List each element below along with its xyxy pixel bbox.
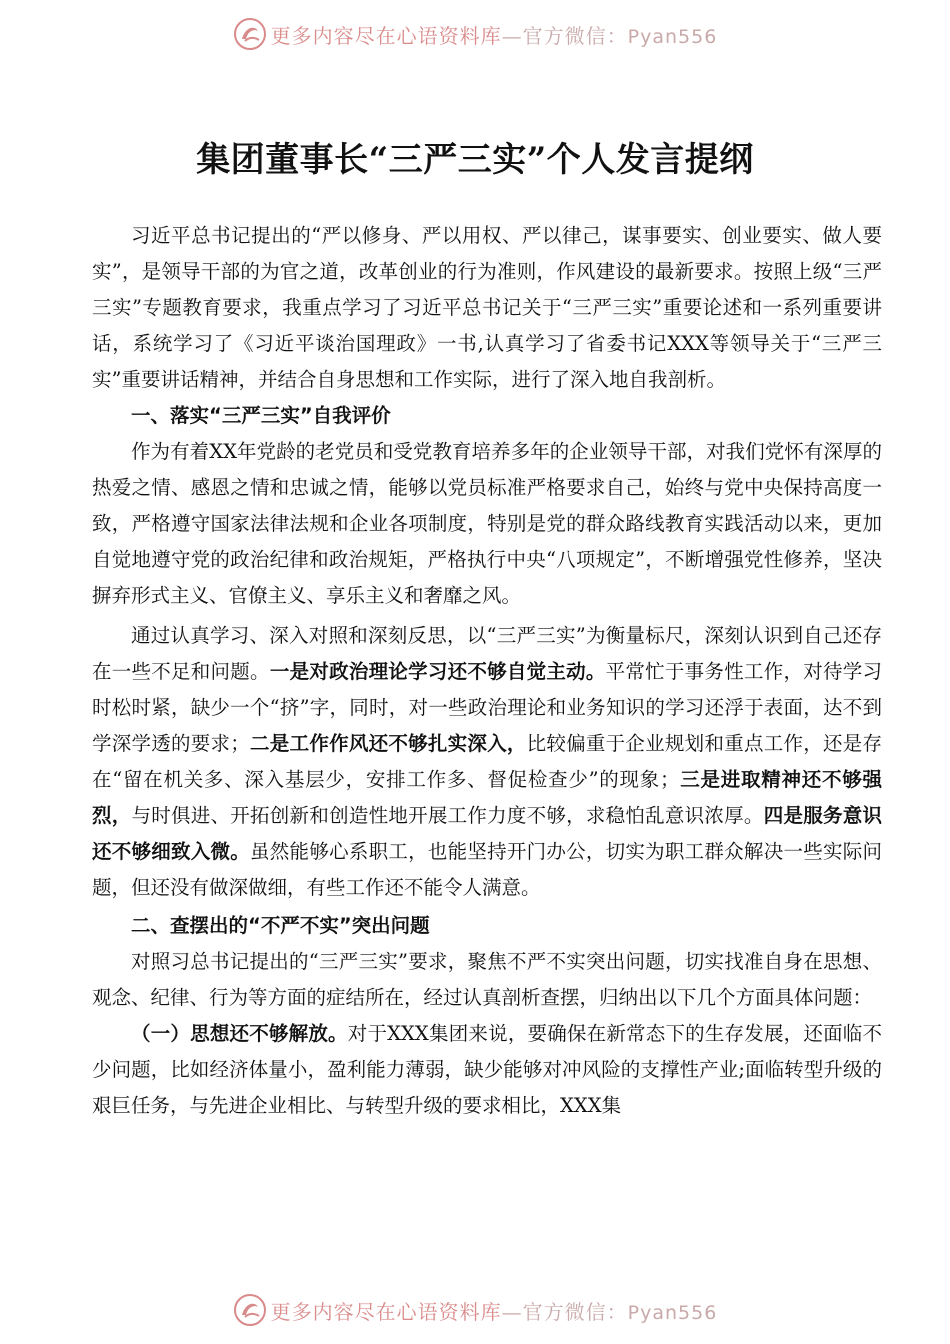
point-3-bold: 三是进取精神还不够强烈， <box>92 768 882 827</box>
document-body <box>92 218 882 1124</box>
point-4-bold: 四是服务意识还不够细致入微。 <box>92 804 882 863</box>
watermark-wechat-id: Pyan556 <box>627 1301 718 1324</box>
watermark-banner-top <box>0 14 950 54</box>
watermark-banner-bottom <box>0 1290 950 1330</box>
section1-paragraph-1: 作为有着XX年党龄的老党员和受党教育培养多年的企业领导干部，对我们党怀有深厚的热爱之情、感恩之情和忠诚之情，能够以党员标准严格要求自己，始终与党中央保持高度一致，严格遵守国家法律法规和企业各项制度，特别是党的群众路线教育实践活动以来，更加自觉地遵守党的政治纪律和政治规矩，严格执行中央“八项规定”，不断增强党性修养，坚决摒弃形式主义、官僚主义、享乐主义和奢靡之风。 <box>92 440 882 607</box>
page-title: 集团董事长“三严三实”个人发言提纲 <box>196 140 754 180</box>
point-2-bold: 二是工作作风还不够扎实深入， <box>249 732 527 755</box>
seal-logo-icon <box>233 17 267 51</box>
intro-paragraph: 习近平总书记提出的“严以修身、严以用权、严以律己，谋事要实、创业要实、做人要实”，是领导干部的为官之道，改革创业的行为准则，作风建设的最新要求。按照上级“三严三实”专题教育要求，我重点学习了习近平总书记关于“三严三实”重要论述和一系列重要讲话，系统学习了《习近平谈治国理政》一书,认真学习了省委书记XXX等领导关于“三严三实”重要讲话精神，并结合自身思想和工作实际，进行了深入地自我剖析。 <box>92 224 882 391</box>
seal-logo-icon <box>233 1293 267 1327</box>
section1-paragraph-2: 通过认真学习、深入对照和深刻反思，以“三严三实”为衡量标尺，深刻认识到自己还存在一些不足和问题。一是对政治理论学习还不够自觉主动。平常忙于事务性工作，对待学习时松时紧，缺少一个“挤”字，同时，对一些政治理论和业务知识的学习还浮于表面，达不到学深学透的要求；二是工作作风还不够扎实深入，比较偏重于企业规划和重点工作，还是存在“留在机关多、深入基层少，安排工作多、督促检查少”的现象；三是进取精神还不够强烈，与时俱进、开拓创新和创造性地开展工作力度不够，求稳怕乱意识浓厚。四是服务意识还不够细致入微。虽然能够心系职工，也能坚持开门办公，切实为职工群众解决一些实际问题，但还没有做深做细，有些工作还不能令人满意。 <box>92 624 882 899</box>
section2-paragraph-1: 对照习总书记提出的“三严三实”要求，聚焦不严不实突出问题，切实找准自身在思想、观念、纪律、行为等方面的症结所在，经过认真剖析查摆，归纳出以下几个方面具体问题： <box>92 950 882 1009</box>
section2-sub1-paragraph: （一）思想还不够解放。对于XXX集团来说，要确保在新常态下的生存发展，还面临不少问题，比如经济体量小，盈利能力薄弱，缺少能够对冲风险的支撑性产业;面临转型升级的艰巨任务，与先进企业相比、与转型升级的要求相比，XXX集 <box>92 1022 882 1117</box>
watermark-text: 更多内容尽在心语资料库—官方微信：Pyan556 <box>270 23 718 48</box>
point-1-bold: 一是对政治理论学习还不够自觉主动。 <box>269 660 606 683</box>
sub1-heading-bold: （一）思想还不够解放。 <box>131 1022 348 1045</box>
watermark-text: 更多内容尽在心语资料库—官方微信：Pyan556 <box>270 1299 718 1324</box>
section-heading-2: 二、查摆出的“不严不实”突出问题 <box>131 914 430 937</box>
watermark-wechat-id: Pyan556 <box>627 25 718 48</box>
section-heading-1: 一、落实“三严三实”自我评价 <box>131 404 391 427</box>
